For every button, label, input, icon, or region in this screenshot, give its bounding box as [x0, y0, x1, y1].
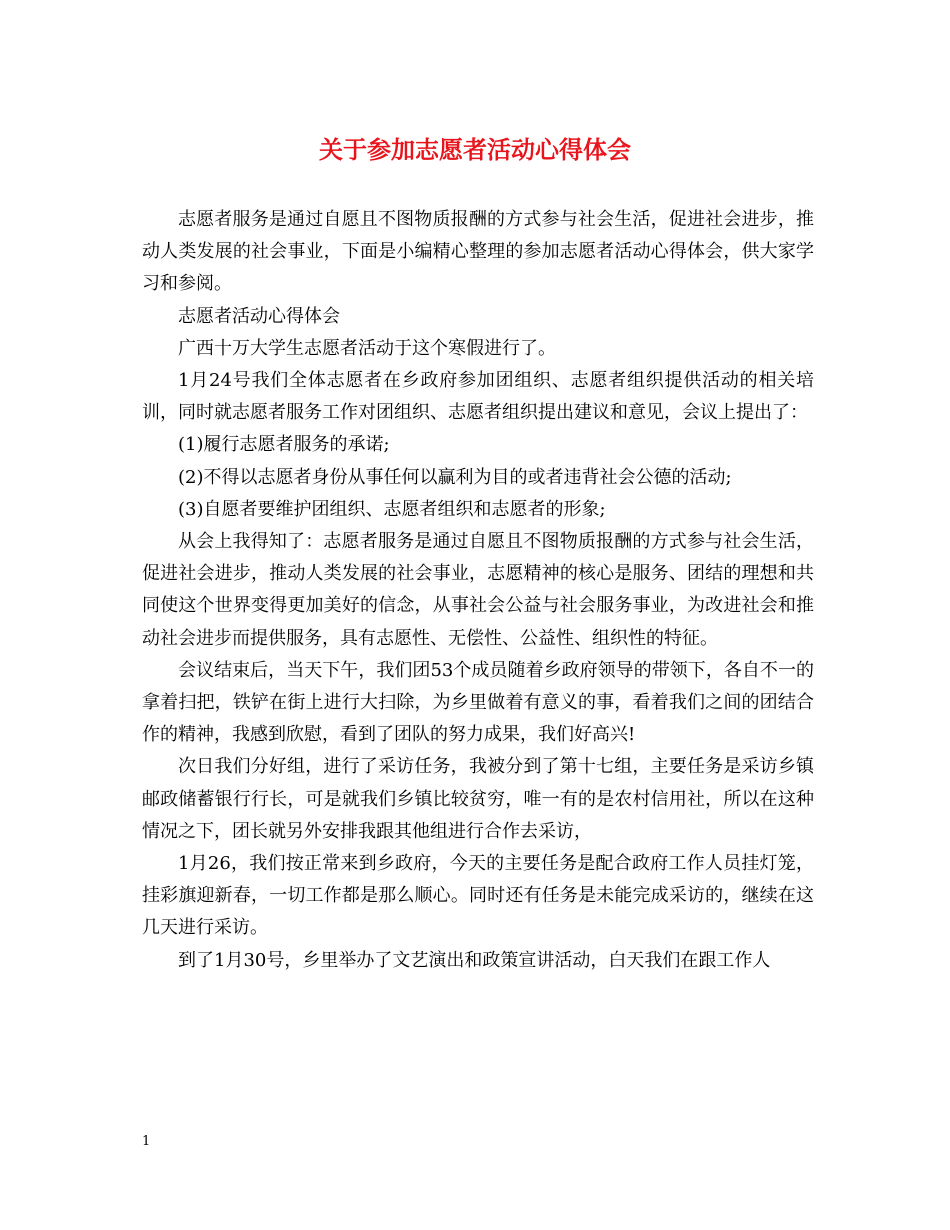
paragraph: 会议结束后，当天下午，我们团53个成员随着乡政府领导的带领下，各自不一的拿着扫把，铁铲在街上进行大扫除，为乡里做着有意义的事，看着我们之间的团结合作的精神，我感到欣慰，看到了团队的努力成果，我们好高兴! [142, 659, 814, 746]
paragraph: 1月24号我们全体志愿者在乡政府参加团组织、志愿者组织提供活动的相关培训，同时就志愿者服务工作对团组织、志愿者组织提出建议和意见，会议上提出了： [142, 370, 814, 424]
paragraph: 广西十万大学生志愿者活动于这个寒假进行了。 [178, 337, 556, 359]
paragraph-intro: 志愿者服务是通过自愿且不图物质报酬的方式参与社会生活，促进社会进步，推动人类发展的社会事业，下面是小编精心整理的参加志愿者活动心得体会，供大家学习和参阅。 [142, 209, 814, 295]
document-body [142, 204, 814, 977]
paragraph: 从会上我得知了：志愿者服务是通过自愿且不图物质报酬的方式参与社会生活，促进社会进步，推动人类发展的社会事业，志愿精神的核心是服务、团结的理想和共同使这个世界变得更加美好的信念，从事社会公益与社会服务事业，为改进社会和推动社会进步而提供服务，具有志愿性、无偿性、公益性、组织性的特征。 [142, 531, 814, 649]
document-title: 关于参加志愿者活动心得体会 [319, 135, 631, 164]
paragraph-subheading: 志愿者活动心得体会 [178, 305, 340, 327]
paragraph: 次日我们分好组，进行了采访任务，我被分到了第十七组，主要任务是采访乡镇邮政储蓄银行行长，可是就我们乡镇比较贫穷，唯一有的是农村信用社，所以在这种情况之下，团长就另外安排我跟其他组进行合作去采访， [142, 756, 814, 842]
list-item: (2)不得以志愿者身份从事任何以赢利为目的或者违背社会公德的活动; [178, 466, 732, 488]
paragraph: 1月26，我们按正常来到乡政府，今天的主要任务是配合政府工作人员挂灯笼，挂彩旗迎新春，一切工作都是那么顺心。同时还有任务是未能完成采访的，继续在这几天进行采访。 [142, 853, 814, 939]
page-number: 1 [142, 1134, 151, 1149]
list-item: (3)自愿者要维护团组织、志愿者组织和志愿者的形象; [178, 498, 606, 520]
paragraph: 到了1月30号，乡里举办了文艺演出和政策宣讲活动，白天我们在跟工作人 [178, 949, 771, 971]
list-item: (1)履行志愿者服务的承诺; [178, 434, 390, 456]
